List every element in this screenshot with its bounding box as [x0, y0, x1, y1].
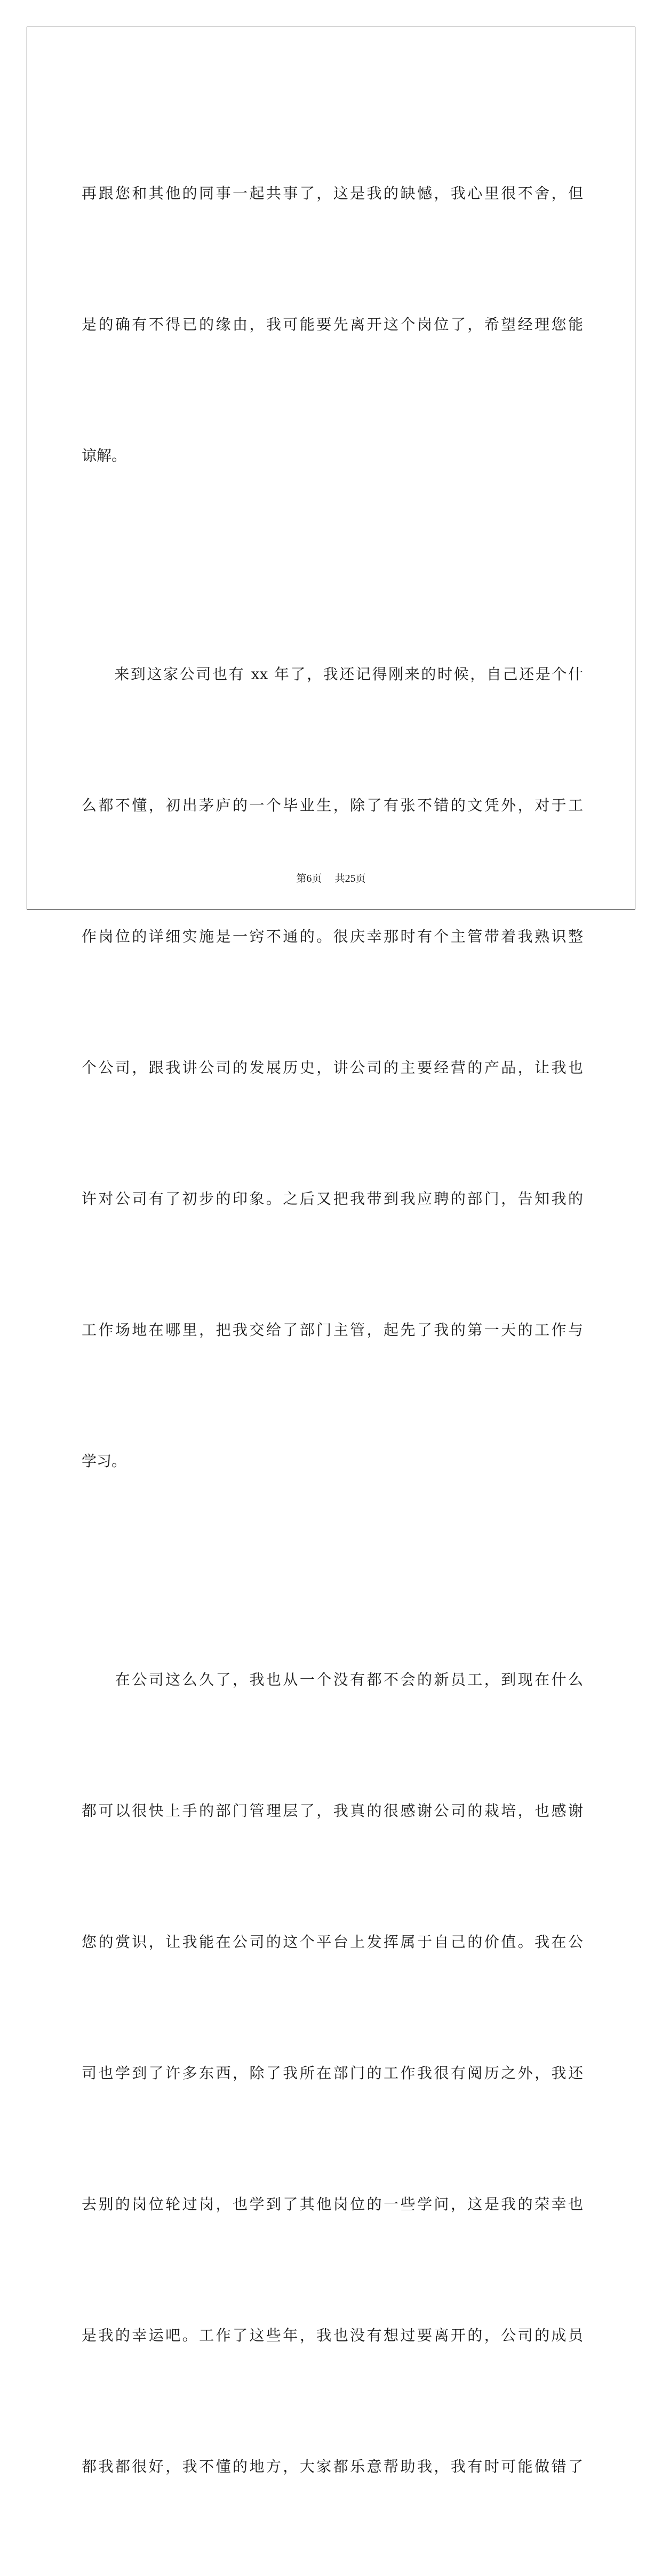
- text-line: 许对公司有了初步的印象。之后又把我带到我应聘的部门，告知我的: [82, 1190, 583, 1207]
- total-suffix: 页: [355, 873, 366, 884]
- text-line: 是的确有不得已的缘由，我可能要先离开这个岗位了，希望经理您能: [82, 316, 583, 333]
- text-line: 是我的幸运吧。工作了这些年，我也没有想过要离开的，公司的成员: [82, 2327, 583, 2344]
- page-suffix: 页: [312, 873, 322, 884]
- paragraph-1: [82, 84, 583, 565]
- page-prefix: 第: [296, 873, 307, 884]
- text-line: 来到这家公司也有 xx 年了，我还记得刚来的时候，自己还是个什: [82, 665, 583, 683]
- text-line: 您的赏识，让我能在公司的这个平台上发挥属于自己的价值。我在公: [82, 1933, 583, 1951]
- total-prefix: 共: [334, 873, 345, 884]
- text-line: 司也学到了许多东西，除了我所在部门的工作我很有阅历之外，我还: [82, 2064, 583, 2082]
- text-line: 工作场地在哪里，把我交给了部门主管，起先了我的第一天的工作与: [82, 1321, 583, 1339]
- text-line: 么都不懂，初出茅庐的一个毕业生，除了有张不错的文凭外，对于工: [82, 796, 583, 814]
- total-pages: 25: [345, 873, 356, 884]
- text-line: 去别的岗位轮过岗，也学到了其他岗位的一些学问，这是我的荣幸也: [82, 2195, 583, 2213]
- text-line: 都我都很好，我不懂的地方，大家都乐意帮助我，我有时可能做错了: [82, 2458, 583, 2475]
- page-footer: [0, 871, 662, 885]
- text-line: 谅解。: [82, 447, 127, 464]
- text-line: 作岗位的详细实施是一窍不通的。很庆幸那时有个主管带着我熟识整: [82, 928, 583, 945]
- text-line: 个公司，跟我讲公司的发展历史，讲公司的主要经营的产品，让我也: [82, 1059, 583, 1076]
- paragraph-2: [82, 565, 583, 1571]
- document-body: [82, 84, 583, 2576]
- text-line: 再跟您和其他的同事一起共事了，这是我的缺憾，我心里很不舍，但: [82, 184, 583, 202]
- text-line: 在公司这么久了，我也从一个没有都不会的新员工，到现在什么: [82, 1671, 583, 1688]
- text-line: 都可以很快上手的部门管理层了，我真的很感谢公司的栽培，也感谢: [82, 1802, 583, 1820]
- page-number: 6: [306, 873, 312, 884]
- paragraph-3: [82, 1571, 583, 2576]
- text-line: 学习。: [82, 1452, 127, 1470]
